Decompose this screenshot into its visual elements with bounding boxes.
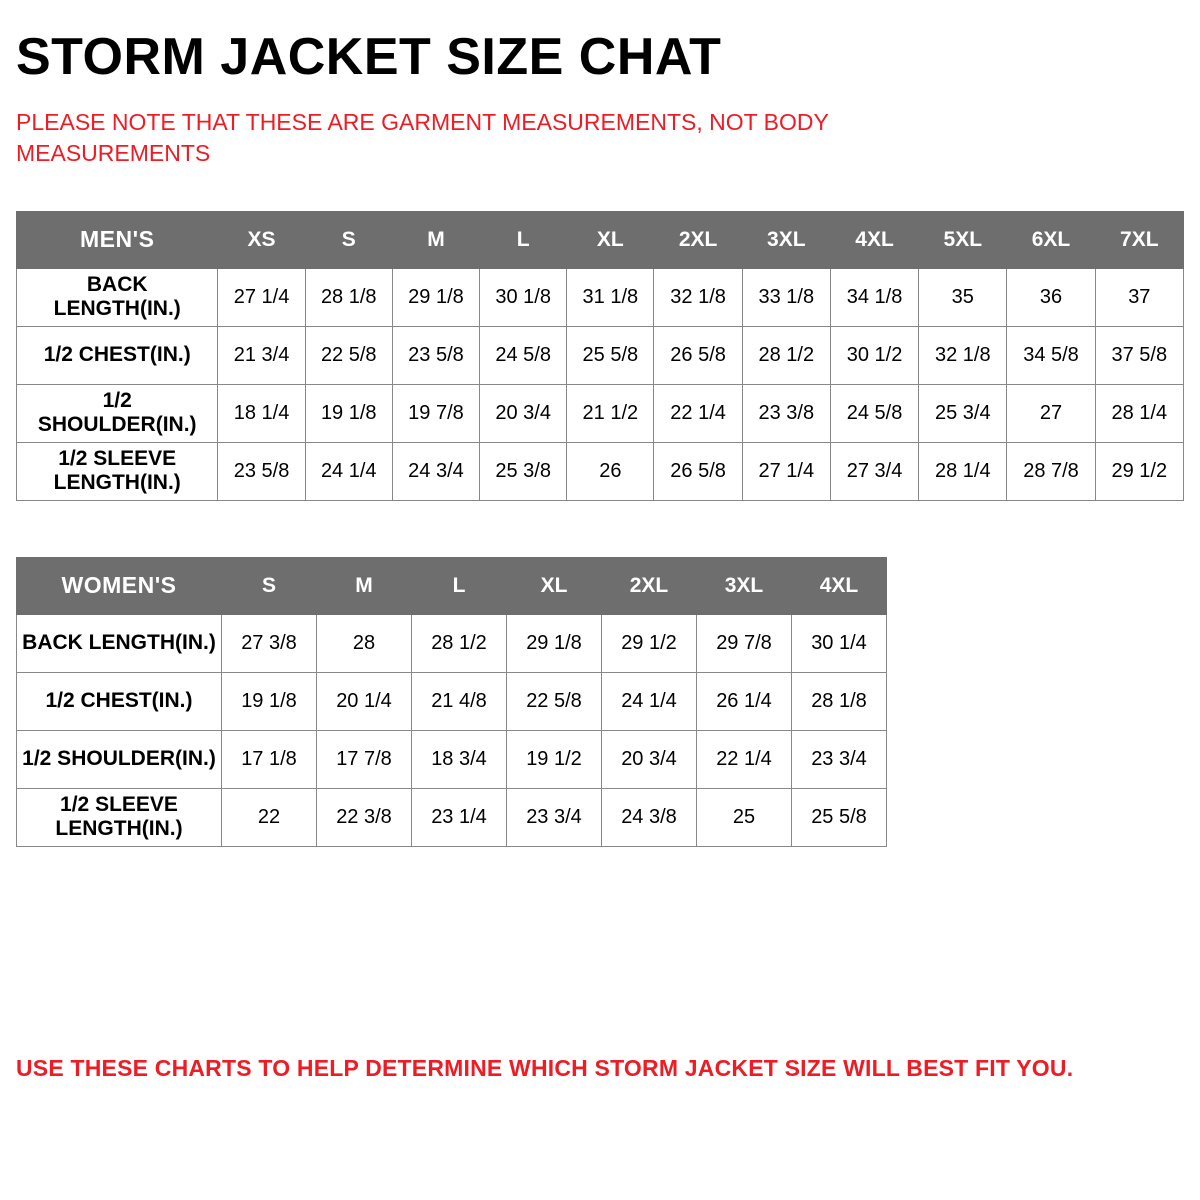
measurement-cell: 25 <box>697 788 792 846</box>
measurement-cell: 32 1/8 <box>919 326 1007 384</box>
measurement-cell: 26 5/8 <box>654 442 742 500</box>
table-row <box>17 614 887 672</box>
mens-size-header-m: M <box>392 211 479 268</box>
measurement-cell: 37 <box>1095 268 1183 326</box>
measurement-cell: 28 7/8 <box>1007 442 1095 500</box>
measurement-cell: 28 1/2 <box>412 614 507 672</box>
measurement-cell: 19 1/8 <box>222 672 317 730</box>
measurement-cell: 23 3/8 <box>742 384 830 442</box>
measurement-cell: 19 1/8 <box>305 384 392 442</box>
row-label: 1/2 SHOULDER(IN.) <box>17 730 222 788</box>
measurement-cell: 30 1/8 <box>480 268 567 326</box>
measurement-cell: 22 <box>222 788 317 846</box>
mens-size-header-5xl: 5XL <box>919 211 1007 268</box>
bottom-note: USE THESE CHARTS TO HELP DETERMINE WHICH STORM JACKET SIZE WILL BEST FIT YOU. <box>16 1055 1074 1081</box>
table-row <box>17 672 887 730</box>
mens-table-container <box>16 211 1184 501</box>
measurement-cell: 22 1/4 <box>654 384 742 442</box>
table-row <box>17 788 887 846</box>
table-header-row <box>17 211 1184 268</box>
measurement-cell: 19 1/2 <box>507 730 602 788</box>
mens-size-header-7xl: 7XL <box>1095 211 1183 268</box>
measurement-cell: 24 1/4 <box>602 672 697 730</box>
table-header-row <box>17 557 887 614</box>
row-label: 1/2 SLEEVE LENGTH(IN.) <box>17 442 218 500</box>
measurement-cell: 27 3/4 <box>830 442 918 500</box>
measurement-cell: 29 1/8 <box>507 614 602 672</box>
measurement-cell: 24 3/8 <box>602 788 697 846</box>
measurement-cell: 23 3/4 <box>507 788 602 846</box>
measurement-cell: 32 1/8 <box>654 268 742 326</box>
measurement-cell: 26 5/8 <box>654 326 742 384</box>
measurement-cell: 35 <box>919 268 1007 326</box>
table-row <box>17 268 1184 326</box>
measurement-cell: 18 1/4 <box>218 384 305 442</box>
row-label: BACK LENGTH(IN.) <box>17 268 218 326</box>
measurement-cell: 21 3/4 <box>218 326 305 384</box>
measurement-cell: 25 3/8 <box>480 442 567 500</box>
measurement-cell: 26 <box>567 442 654 500</box>
measurement-cell: 28 1/8 <box>792 672 887 730</box>
page-title: STORM JACKET SIZE CHAT <box>16 28 722 86</box>
measurement-cell: 28 1/8 <box>305 268 392 326</box>
womens-size-header-3xl: 3XL <box>697 557 792 614</box>
womens-table-corner-label: WOMEN'S <box>17 557 222 614</box>
table-row <box>17 730 887 788</box>
measurement-cell: 20 1/4 <box>317 672 412 730</box>
measurement-cell: 24 5/8 <box>480 326 567 384</box>
measurement-cell: 26 1/4 <box>697 672 792 730</box>
measurement-cell: 21 4/8 <box>412 672 507 730</box>
womens-size-header-xl: XL <box>507 557 602 614</box>
measurement-cell: 29 1/8 <box>392 268 479 326</box>
measurement-cell: 25 5/8 <box>567 326 654 384</box>
measurement-cell: 20 3/4 <box>480 384 567 442</box>
mens-table-corner-label: MEN'S <box>17 211 218 268</box>
measurement-cell: 24 1/4 <box>305 442 392 500</box>
measurement-cell: 21 1/2 <box>567 384 654 442</box>
womens-size-header-4xl: 4XL <box>792 557 887 614</box>
womens-table-header <box>17 557 887 614</box>
mens-table-body <box>17 268 1184 500</box>
measurement-cell: 17 7/8 <box>317 730 412 788</box>
table-row <box>17 326 1184 384</box>
mens-size-header-2xl: 2XL <box>654 211 742 268</box>
measurement-cell: 30 1/4 <box>792 614 887 672</box>
measurement-cell: 33 1/8 <box>742 268 830 326</box>
measurement-cell: 25 3/4 <box>919 384 1007 442</box>
mens-size-header-l: L <box>480 211 567 268</box>
measurement-cell: 28 1/4 <box>1095 384 1183 442</box>
measurement-cell: 27 <box>1007 384 1095 442</box>
table-row <box>17 442 1184 500</box>
measurement-cell: 37 5/8 <box>1095 326 1183 384</box>
measurement-cell: 23 1/4 <box>412 788 507 846</box>
womens-size-header-2xl: 2XL <box>602 557 697 614</box>
mens-size-header-xs: XS <box>218 211 305 268</box>
mens-size-table <box>16 211 1184 501</box>
womens-size-header-m: M <box>317 557 412 614</box>
womens-size-header-l: L <box>412 557 507 614</box>
measurement-cell: 24 3/4 <box>392 442 479 500</box>
top-note: PLEASE NOTE THAT THESE ARE GARMENT MEASUREMENTS, NOT BODY MEASUREMENTS <box>16 108 829 166</box>
row-label: 1/2 SLEEVE LENGTH(IN.) <box>17 788 222 846</box>
mens-size-header-4xl: 4XL <box>830 211 918 268</box>
womens-size-table <box>16 557 887 847</box>
row-label: 1/2 SHOULDER(IN.) <box>17 384 218 442</box>
measurement-cell: 22 1/4 <box>697 730 792 788</box>
measurement-cell: 17 1/8 <box>222 730 317 788</box>
measurement-cell: 23 5/8 <box>392 326 479 384</box>
mens-size-header-6xl: 6XL <box>1007 211 1095 268</box>
measurement-cell: 18 3/4 <box>412 730 507 788</box>
mens-size-header-3xl: 3XL <box>742 211 830 268</box>
measurement-cell: 36 <box>1007 268 1095 326</box>
row-label: 1/2 CHEST(IN.) <box>17 326 218 384</box>
measurement-cell: 28 1/4 <box>919 442 1007 500</box>
measurement-cell: 28 1/2 <box>742 326 830 384</box>
measurement-cell: 28 <box>317 614 412 672</box>
measurement-cell: 29 1/2 <box>602 614 697 672</box>
measurement-cell: 25 5/8 <box>792 788 887 846</box>
measurement-cell: 20 3/4 <box>602 730 697 788</box>
measurement-cell: 27 1/4 <box>742 442 830 500</box>
measurement-cell: 19 7/8 <box>392 384 479 442</box>
measurement-cell: 22 3/8 <box>317 788 412 846</box>
measurement-cell: 34 1/8 <box>830 268 918 326</box>
measurement-cell: 29 7/8 <box>697 614 792 672</box>
measurement-cell: 27 3/8 <box>222 614 317 672</box>
womens-table-container <box>16 557 1184 847</box>
mens-table-header <box>17 211 1184 268</box>
measurement-cell: 23 3/4 <box>792 730 887 788</box>
measurement-cell: 34 5/8 <box>1007 326 1095 384</box>
measurement-cell: 27 1/4 <box>218 268 305 326</box>
row-label: BACK LENGTH(IN.) <box>17 614 222 672</box>
measurement-cell: 29 1/2 <box>1095 442 1183 500</box>
measurement-cell: 31 1/8 <box>567 268 654 326</box>
mens-size-header-xl: XL <box>567 211 654 268</box>
measurement-cell: 30 1/2 <box>830 326 918 384</box>
measurement-cell: 22 5/8 <box>305 326 392 384</box>
measurement-cell: 24 5/8 <box>830 384 918 442</box>
womens-size-header-s: S <box>222 557 317 614</box>
table-row <box>17 384 1184 442</box>
measurement-cell: 22 5/8 <box>507 672 602 730</box>
row-label: 1/2 CHEST(IN.) <box>17 672 222 730</box>
measurement-cell: 23 5/8 <box>218 442 305 500</box>
mens-size-header-s: S <box>305 211 392 268</box>
womens-table-body <box>17 614 887 846</box>
